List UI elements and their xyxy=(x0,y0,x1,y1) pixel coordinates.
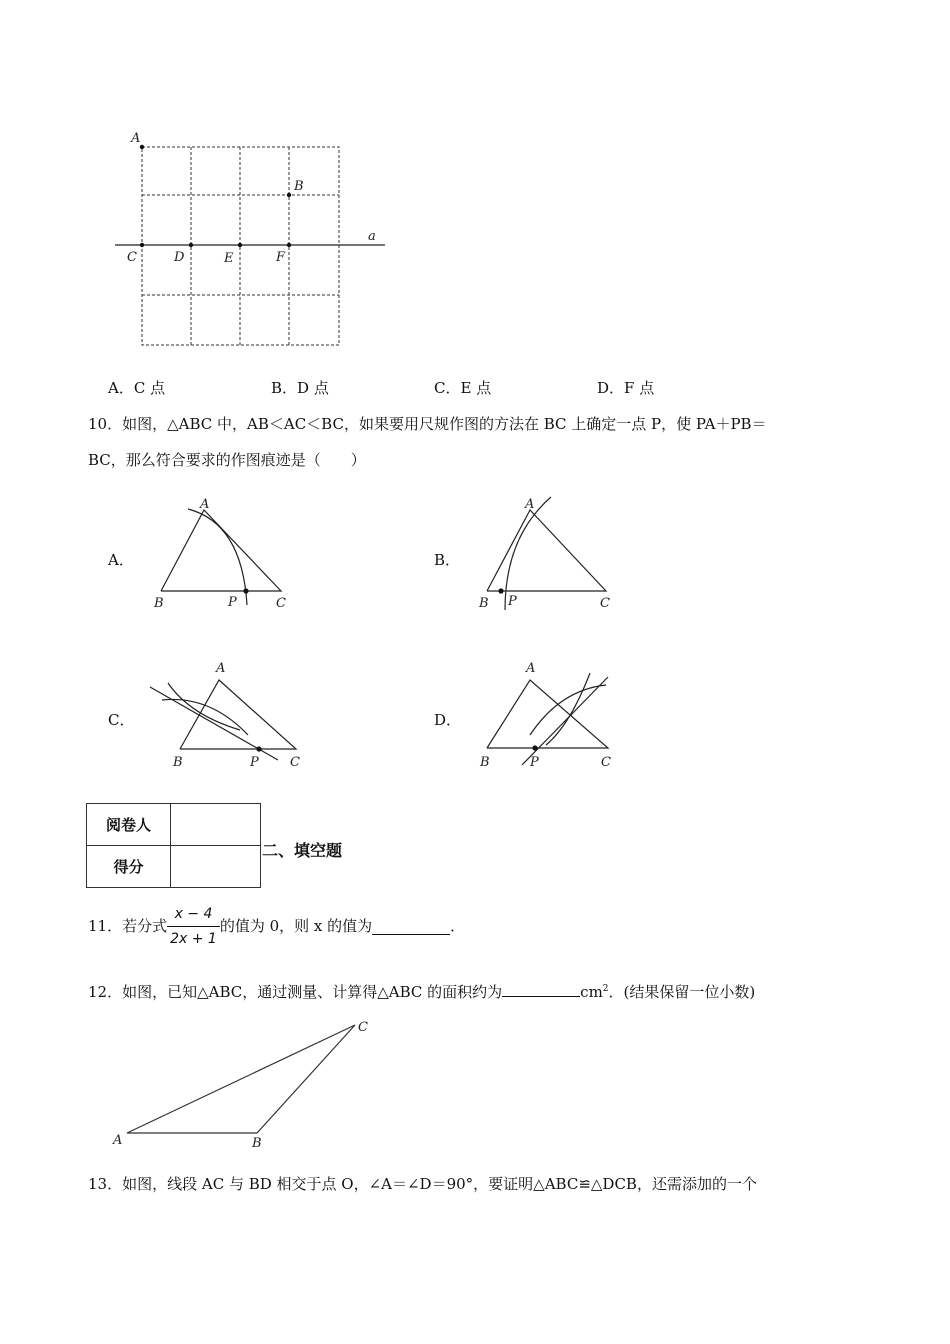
q10-option-a-label: A． xyxy=(108,551,134,569)
q10-figure-d xyxy=(470,655,630,775)
q12-triangle-figure xyxy=(105,1015,385,1155)
grader-value-cell[interactable] xyxy=(171,804,261,846)
q9-option-d: D．F 点 xyxy=(597,379,655,397)
q10-line1 xyxy=(88,414,767,434)
fb-label-B: B xyxy=(479,596,489,611)
q12-label-A: A xyxy=(113,1133,123,1148)
fc-label-A: A xyxy=(216,661,226,676)
q11-question xyxy=(88,900,465,952)
grader-table xyxy=(86,803,261,888)
q11-fraction xyxy=(167,904,220,949)
fb-label-A: A xyxy=(525,497,535,512)
score-label: 得分 xyxy=(87,846,171,888)
q10-number: 10． xyxy=(88,415,123,433)
q11-prefix: 若分式 xyxy=(122,917,168,935)
fd-label-C: C xyxy=(601,755,611,770)
q10-figure-b xyxy=(475,495,625,615)
q13-text: 如图，线段 AC 与 BD 相交于点 O，∠A＝∠D＝90°，要证明△ABC≌△DCB，还需添加的一个 xyxy=(122,1175,757,1193)
score-value-cell[interactable] xyxy=(171,846,261,888)
label-F: F xyxy=(276,250,286,265)
q11-denominator: 2x + 1 xyxy=(170,930,217,947)
q10-stem-line2: BC，那么符合要求的作图痕迹是（ ） xyxy=(88,451,366,469)
q12-text: 如图，已知△ABC，通过测量、计算得△ABC 的面积约为 xyxy=(122,983,503,1001)
q12-label-B: B xyxy=(252,1136,262,1151)
label-C: C xyxy=(127,250,137,265)
q12-question xyxy=(88,979,755,1002)
q13-question xyxy=(88,1174,757,1194)
q12-answer-blank[interactable] xyxy=(502,980,580,997)
q10-figure-c xyxy=(140,655,310,775)
fa-label-P: P xyxy=(228,595,237,610)
q11-suffix: 的值为 0，则 x 的值为 xyxy=(219,917,373,935)
section-title: 二、填空题 xyxy=(262,841,343,860)
q9-option-b: B．D 点 xyxy=(271,379,329,397)
q12-unit-sup: 2 xyxy=(602,984,609,994)
q9-option-a: A．C 点 xyxy=(108,379,166,397)
q12-note: ．(结果保留一位小数) xyxy=(608,983,756,1001)
label-A: A xyxy=(131,131,141,146)
q10-stem-line1: 如图，△ABC 中，AB＜AC＜BC，如果要用尺规作图的方法在 BC 上确定一点 P，使 PA＋PB＝ xyxy=(122,415,767,433)
q9-option-c: C．E 点 xyxy=(434,379,492,397)
fb-label-C: C xyxy=(600,596,610,611)
fd-label-B: B xyxy=(480,755,490,770)
fc-label-B: B xyxy=(173,755,183,770)
fd-label-A: A xyxy=(526,661,536,676)
fc-label-C: C xyxy=(290,755,300,770)
fb-label-P: P xyxy=(508,594,517,609)
label-E: E xyxy=(224,251,234,266)
label-a: a xyxy=(368,229,376,244)
q12-unit: cm xyxy=(580,983,603,1001)
q11-answer-blank[interactable] xyxy=(372,918,450,935)
q12-number: 12． xyxy=(88,983,123,1001)
grader-label: 阅卷人 xyxy=(87,804,171,846)
fc-label-P: P xyxy=(250,755,259,770)
q10-option-b-label: B． xyxy=(434,551,461,569)
q9-grid-figure xyxy=(100,120,400,360)
q11-numerator: x − 4 xyxy=(167,904,220,927)
label-B: B xyxy=(294,179,304,194)
q10-option-c-label: C． xyxy=(108,711,135,729)
fd-label-P: P xyxy=(530,755,539,770)
q10-figure-a xyxy=(150,495,300,615)
q11-end: ． xyxy=(450,917,466,935)
q13-number: 13． xyxy=(88,1175,123,1193)
q12-label-C: C xyxy=(358,1020,368,1035)
fa-label-A: A xyxy=(200,497,210,512)
fa-label-C: C xyxy=(276,596,286,611)
q11-number: 11． xyxy=(88,917,123,935)
q10-option-d-label: D． xyxy=(434,711,462,729)
label-D: D xyxy=(174,250,185,265)
fa-label-B: B xyxy=(154,596,164,611)
